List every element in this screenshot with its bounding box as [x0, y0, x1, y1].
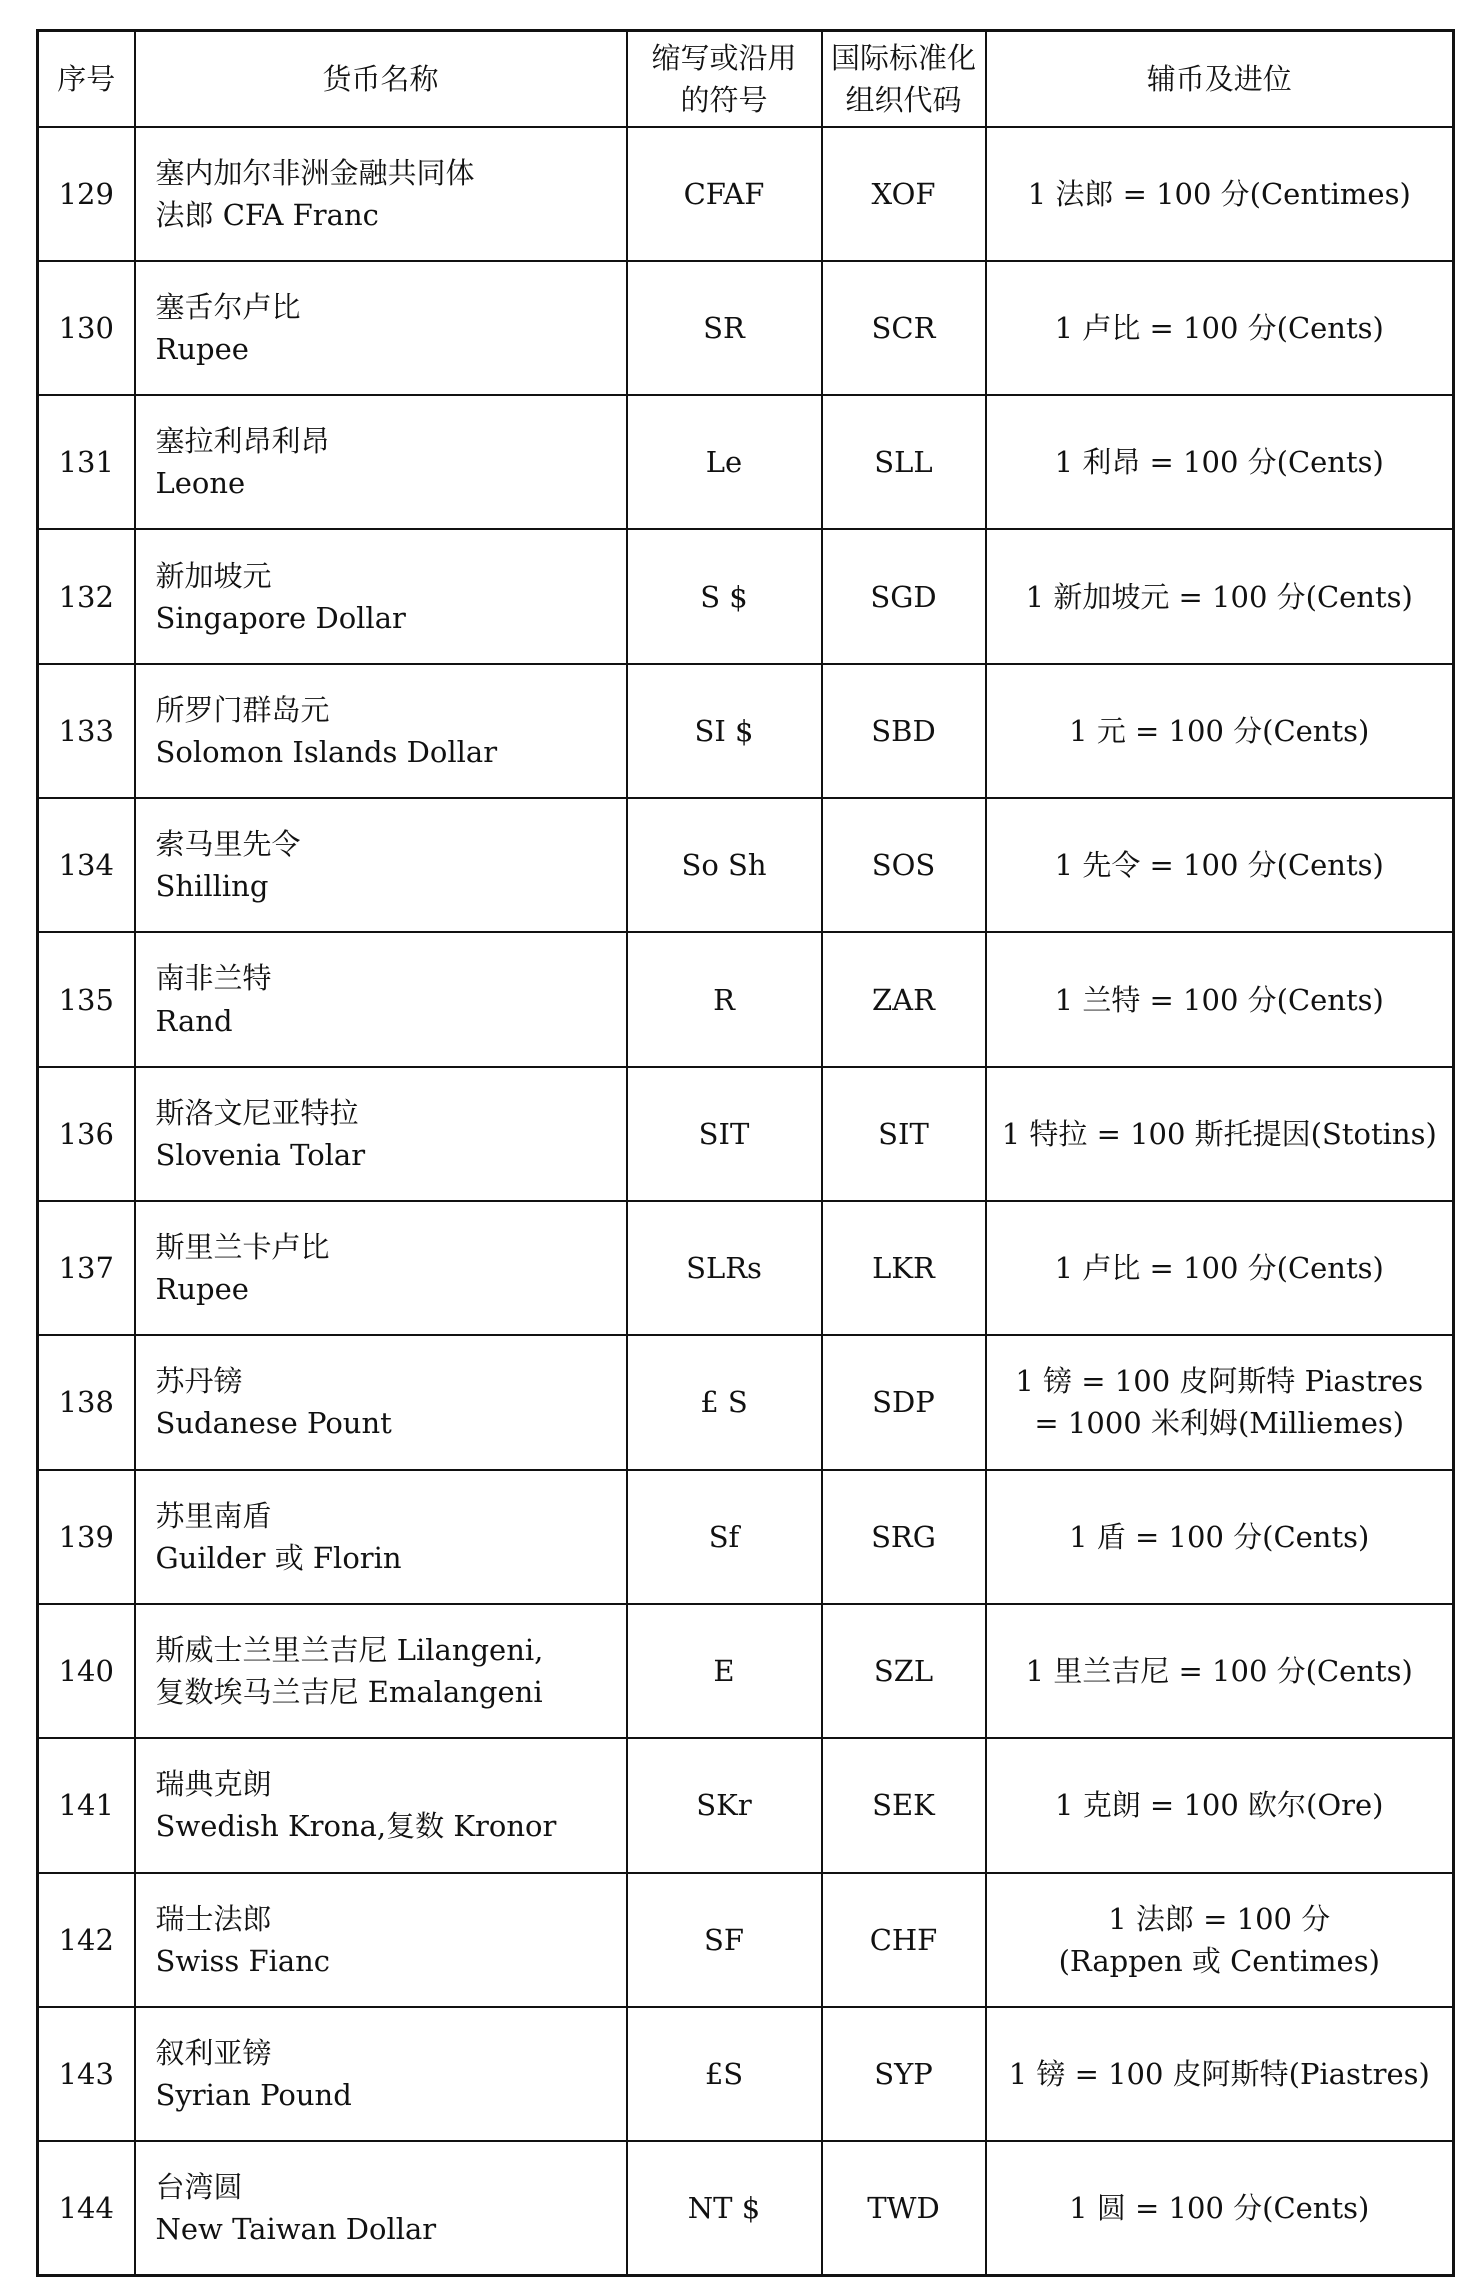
currency-name [135, 1738, 627, 1872]
currency-name-cn: 瑞士法郎 [155, 1901, 272, 1936]
row-number: 140 [38, 1604, 135, 1738]
subunit-line1: 1 克朗 = 100 欧尔(Ore) [1055, 1788, 1384, 1823]
subunit [986, 1604, 1454, 1738]
header-subunit: 辅币及进位 [986, 31, 1454, 127]
currency-name [135, 932, 627, 1066]
row-number: 131 [38, 395, 135, 529]
currency-name-en: Singapore Dollar [155, 600, 406, 635]
subunit-line1: 1 圆 = 100 分(Cents) [1069, 2191, 1370, 2226]
subunit [986, 1738, 1454, 1872]
currency-name-cn: 塞舌尔卢比 [155, 289, 301, 324]
currency-name [135, 261, 627, 395]
iso-code: CHF [822, 1873, 986, 2007]
currency-name-cn: 苏丹镑 [155, 1364, 243, 1399]
subunit-line1: 1 镑 = 100 皮阿斯特 Piastres [1015, 1364, 1424, 1399]
row-number: 138 [38, 1335, 135, 1469]
currency-name-en: Shilling [155, 869, 269, 904]
row-number: 136 [38, 1067, 135, 1201]
subunit [986, 2007, 1454, 2141]
subunit-line1: 1 里兰吉尼 = 100 分(Cents) [1025, 1654, 1413, 1689]
currency-symbol: £ S [627, 1335, 822, 1469]
currency-name-cn: 斯威士兰里兰吉尼 Lilangeni, [155, 1633, 544, 1668]
iso-code: LKR [822, 1201, 986, 1335]
subunit-line1: 1 利昂 = 100 分(Cents) [1054, 445, 1384, 480]
subunit [986, 261, 1454, 395]
table-row [38, 1738, 1454, 1872]
subunit [986, 529, 1454, 663]
table-row [38, 1067, 1454, 1201]
currency-name-en: 法郎 CFA Franc [155, 197, 379, 232]
subunit-line1: 1 卢比 = 100 分(Cents) [1054, 310, 1384, 345]
subunit [986, 1470, 1454, 1604]
header-name: 货币名称 [135, 31, 627, 127]
row-number: 142 [38, 1873, 135, 2007]
header-symbol [627, 31, 822, 127]
iso-code: TWD [822, 2141, 986, 2275]
currency-symbol: S $ [627, 529, 822, 663]
iso-code: SYP [822, 2007, 986, 2141]
currency-name-en: Sudanese Pount [155, 1406, 392, 1441]
table-row [38, 1604, 1454, 1738]
currency-name [135, 1201, 627, 1335]
subunit-line2: = 1000 米利姆(Milliemes) [1034, 1406, 1405, 1441]
currency-name [135, 1067, 627, 1201]
currency-symbol: Sf [627, 1470, 822, 1604]
currency-name [135, 1604, 627, 1738]
table-row [38, 932, 1454, 1066]
currency-name-cn: 斯洛文尼亚特拉 [155, 1095, 359, 1130]
table-row [38, 395, 1454, 529]
table-row [38, 1201, 1454, 1335]
header-no: 序号 [38, 31, 135, 127]
subunit-line1: 1 元 = 100 分(Cents) [1069, 713, 1370, 748]
currency-name-cn: 所罗门群岛元 [155, 692, 330, 727]
currency-symbol: SIT [627, 1067, 822, 1201]
table-row [38, 127, 1454, 261]
subunit [986, 1067, 1454, 1201]
table-row [38, 1470, 1454, 1604]
currency-name-en: Syrian Pound [155, 2078, 352, 2113]
row-number: 130 [38, 261, 135, 395]
currency-symbol: R [627, 932, 822, 1066]
currency-symbol: NT $ [627, 2141, 822, 2275]
header-iso-line2: 组织代码 [845, 82, 962, 117]
header-iso-line1: 国际标准化 [830, 40, 976, 75]
subunit-line1: 1 特拉 = 100 斯托提因(Stotins) [1001, 1116, 1437, 1151]
currency-symbol: SLRs [627, 1201, 822, 1335]
iso-code: SEK [822, 1738, 986, 1872]
currency-name [135, 1335, 627, 1469]
currency-name-en: Rupee [155, 331, 249, 366]
currency-name [135, 2007, 627, 2141]
subunit-line1: 1 法郎 = 100 分 [1108, 1901, 1331, 1936]
header-symbol-line2: 的符号 [680, 82, 768, 117]
subunit-line1: 1 盾 = 100 分(Cents) [1069, 1519, 1370, 1554]
subunit-line1: 1 镑 = 100 皮阿斯特(Piastres) [1008, 2057, 1430, 2091]
currency-name-cn: 苏里南盾 [155, 1498, 272, 1533]
subunit [986, 664, 1454, 798]
subunit [986, 127, 1454, 261]
currency-name [135, 1873, 627, 2007]
subunit-line1: 1 法郎 = 100 分(Centimes) [1027, 176, 1411, 211]
currency-name-cn: 新加坡元 [155, 558, 272, 593]
currency-name-en: Rand [155, 1003, 233, 1038]
currency-name-cn: 塞拉利昂利昂 [155, 424, 330, 459]
currency-symbol: SR [627, 261, 822, 395]
table-row [38, 664, 1454, 798]
table-row [38, 2007, 1454, 2141]
currency-symbol: Le [627, 395, 822, 529]
currency-symbol: SKr [627, 1738, 822, 1872]
header-symbol-line1: 缩写或沿用 [651, 40, 797, 75]
iso-code: SRG [822, 1470, 986, 1604]
currency-name-en: Solomon Islands Dollar [155, 734, 498, 769]
currency-name [135, 1470, 627, 1604]
subunit [986, 395, 1454, 529]
currency-name-cn: 索马里先令 [155, 827, 301, 862]
currency-name-cn: 瑞典克朗 [155, 1767, 272, 1802]
currency-symbol: E [627, 1604, 822, 1738]
currency-name-en: Slovenia Tolar [155, 1137, 366, 1172]
subunit [986, 1873, 1454, 2007]
currency-name-en: Swedish Krona,复数 Kronor [155, 1809, 557, 1844]
subunit-line1: 1 新加坡元 = 100 分(Cents) [1025, 579, 1413, 614]
currency-symbol: £S [627, 2007, 822, 2141]
currency-name-cn: 斯里兰卡卢比 [155, 1230, 330, 1265]
currency-name-en: Rupee [155, 1272, 249, 1307]
row-number: 134 [38, 798, 135, 932]
iso-code: SLL [822, 395, 986, 529]
table-row [38, 529, 1454, 663]
iso-code: SBD [822, 664, 986, 798]
subunit-line2: (Rappen 或 Centimes) [1058, 1943, 1380, 1978]
row-number: 141 [38, 1738, 135, 1872]
currency-name-cn: 台湾圆 [155, 2170, 243, 2205]
table-row [38, 1873, 1454, 2007]
subunit [986, 932, 1454, 1066]
currency-symbol: So Sh [627, 798, 822, 932]
row-number: 135 [38, 932, 135, 1066]
iso-code: SZL [822, 1604, 986, 1738]
row-number: 143 [38, 2007, 135, 2141]
table-row [38, 798, 1454, 932]
iso-code: ZAR [822, 932, 986, 1066]
subunit-line1: 1 兰特 = 100 分(Cents) [1054, 982, 1384, 1017]
currency-name [135, 529, 627, 663]
currency-name-cn: 叙利亚镑 [155, 2035, 272, 2070]
iso-code: SDP [822, 1335, 986, 1469]
row-number: 129 [38, 127, 135, 261]
row-number: 137 [38, 1201, 135, 1335]
currency-name [135, 127, 627, 261]
table-row [38, 261, 1454, 395]
currency-name-cn: 塞内加尔非洲金融共同体 [155, 155, 475, 190]
subunit [986, 2141, 1454, 2275]
currency-symbol: CFAF [627, 127, 822, 261]
subunit [986, 798, 1454, 932]
iso-code: SOS [822, 798, 986, 932]
row-number: 132 [38, 529, 135, 663]
currency-name-cn: 南非兰特 [155, 961, 272, 996]
currency-name-en: Leone [155, 466, 246, 501]
currency-symbol: SF [627, 1873, 822, 2007]
currency-name [135, 664, 627, 798]
table-body [38, 127, 1454, 2276]
currency-name [135, 395, 627, 529]
iso-code: XOF [822, 127, 986, 261]
row-number: 144 [38, 2141, 135, 2275]
currency-name-en: Swiss Fianc [155, 1943, 331, 1978]
subunit-line1: 1 先令 = 100 分(Cents) [1054, 848, 1384, 883]
currency-name [135, 2141, 627, 2275]
subunit [986, 1335, 1454, 1469]
currency-symbol: SI $ [627, 664, 822, 798]
table-row [38, 2141, 1454, 2275]
subunit [986, 1201, 1454, 1335]
iso-code: SGD [822, 529, 986, 663]
header-iso [822, 31, 986, 127]
row-number: 139 [38, 1470, 135, 1604]
row-number: 133 [38, 664, 135, 798]
table-header [38, 31, 1454, 127]
currency-table [36, 29, 1455, 2277]
table-row [38, 1335, 1454, 1469]
iso-code: SIT [822, 1067, 986, 1201]
currency-name-en: 复数埃马兰吉尼 Emalangeni [155, 1675, 543, 1710]
currency-name-en: New Taiwan Dollar [155, 2212, 437, 2247]
iso-code: SCR [822, 261, 986, 395]
subunit-line1: 1 卢比 = 100 分(Cents) [1054, 1251, 1384, 1286]
currency-name [135, 798, 627, 932]
header-row [38, 31, 1454, 127]
currency-name-en: Guilder 或 Florin [155, 1540, 402, 1575]
